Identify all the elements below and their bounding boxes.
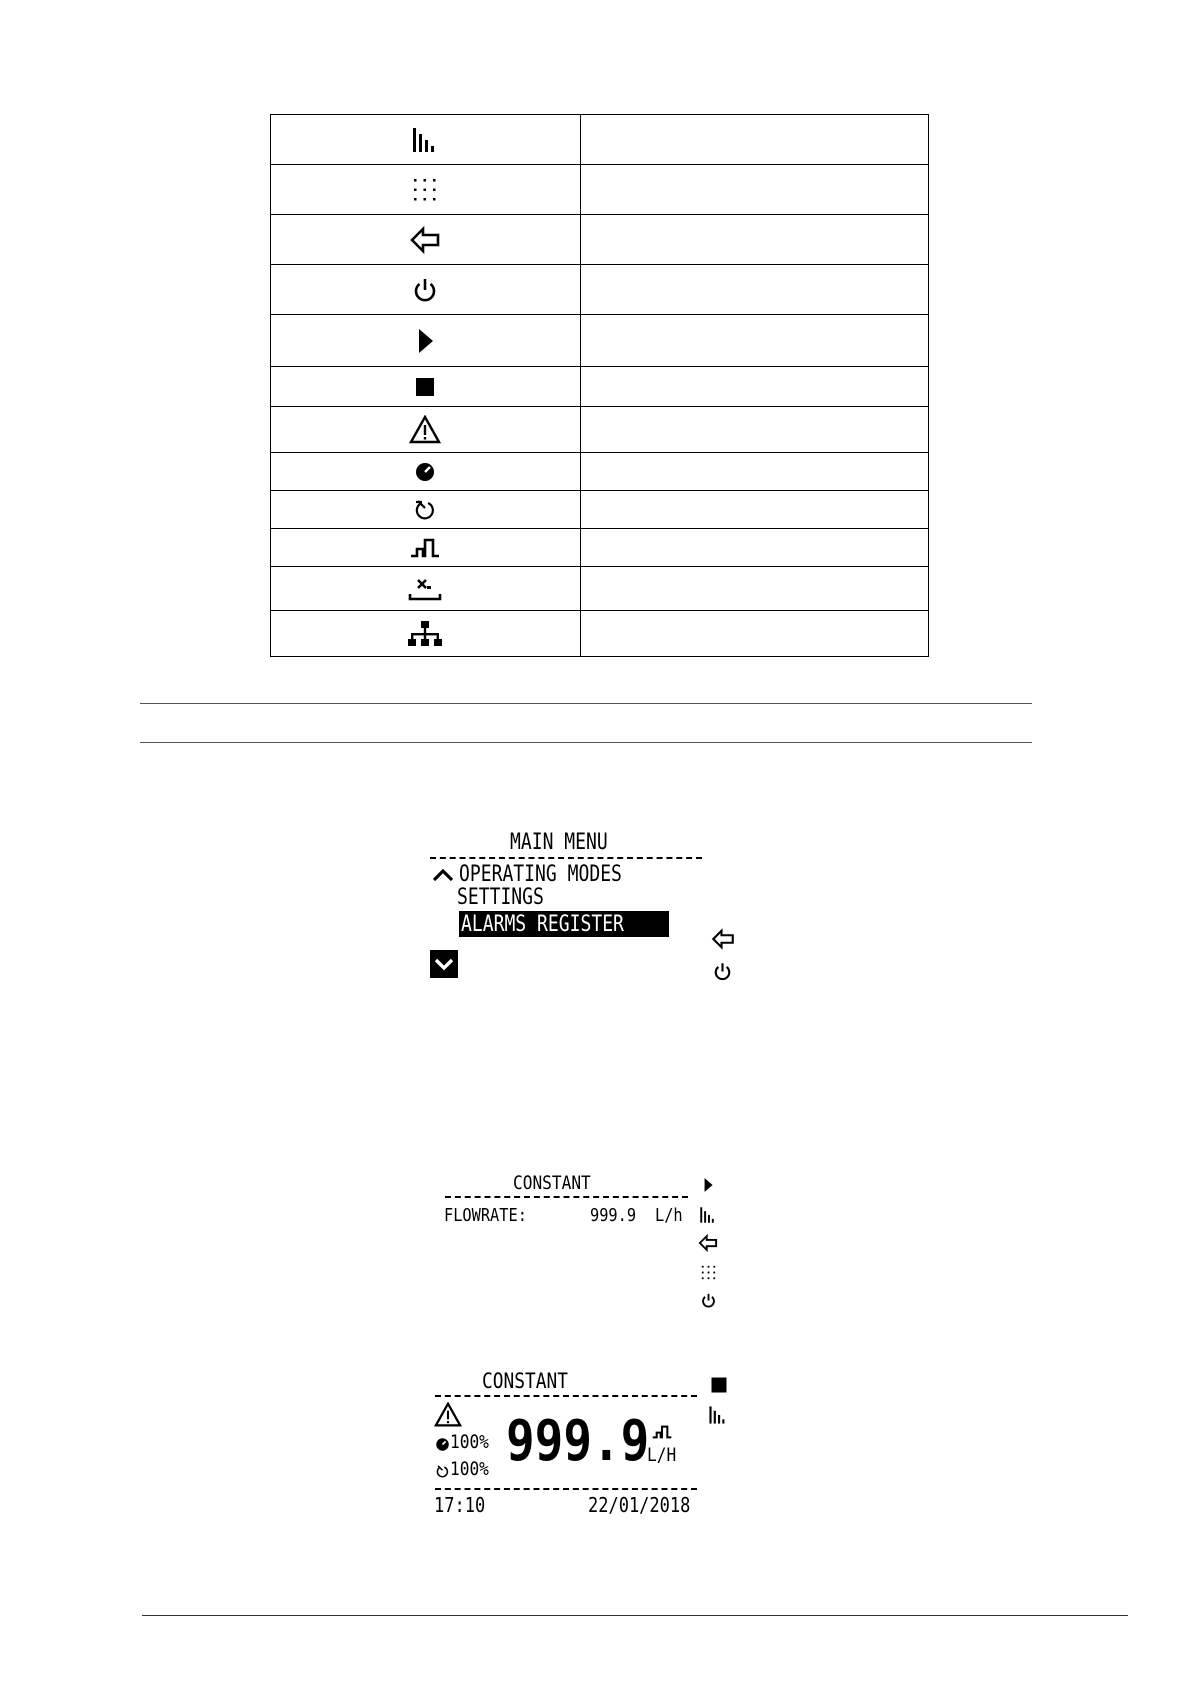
power-icon[interactable] — [712, 961, 733, 982]
keypad-dots-icon[interactable] — [700, 1264, 717, 1281]
play-icon[interactable] — [700, 1176, 716, 1194]
bar-graph-icon[interactable] — [699, 1206, 717, 1224]
menu-item-label: ALARMS REGISTER — [461, 912, 624, 937]
table-row — [271, 367, 929, 407]
flowrate-unit: L/H — [647, 1444, 677, 1466]
flowrate-value-large: 999.9 — [506, 1409, 650, 1474]
icon-description — [580, 315, 928, 367]
bar-graph-icon[interactable] — [708, 1405, 728, 1425]
warning-icon — [434, 1402, 462, 1428]
menu-item-alarms-register[interactable] — [459, 911, 669, 937]
icon-description — [580, 367, 928, 407]
section-rule-bottom — [140, 742, 1032, 743]
icon-description — [580, 611, 928, 657]
screen-title: CONSTANT — [482, 1369, 568, 1393]
icon-description — [580, 491, 928, 529]
flowrate-unit: L/h — [655, 1205, 683, 1226]
flowrate-label: FLOWRATE: — [444, 1205, 527, 1226]
screen-title: MAIN MENU — [510, 830, 608, 855]
scroll-up-icon[interactable] — [431, 867, 455, 883]
screen-title: CONSTANT — [513, 1172, 591, 1194]
power-icon[interactable] — [700, 1292, 717, 1309]
table-row — [271, 491, 929, 529]
level-gauge-icon — [413, 460, 437, 484]
stop-icon — [413, 375, 437, 399]
section-rule-top — [140, 703, 1032, 704]
network-icon — [405, 619, 445, 649]
icon-legend-table — [270, 114, 929, 657]
table-row — [271, 215, 929, 265]
page-footer-rule — [142, 1615, 1128, 1616]
table-row — [271, 407, 929, 453]
icon-description — [580, 215, 928, 265]
stop-icon[interactable] — [710, 1376, 728, 1394]
icon-description — [580, 165, 928, 215]
clock-time: 17:10 — [434, 1493, 486, 1517]
level-gauge-icon — [435, 1437, 450, 1452]
icon-description — [580, 407, 928, 453]
power-icon — [411, 276, 439, 304]
table-row — [271, 315, 929, 367]
table-row — [271, 611, 929, 657]
table-row — [271, 165, 929, 215]
scroll-down-icon[interactable] — [430, 950, 458, 978]
footer-divider — [435, 1488, 697, 1490]
title-divider — [435, 1395, 697, 1397]
stroke-percent: 100% — [450, 1458, 489, 1480]
icon-description — [580, 265, 928, 315]
menu-item-settings[interactable]: SETTINGS — [457, 885, 544, 910]
play-icon — [411, 326, 439, 356]
back-arrow-icon[interactable] — [711, 928, 735, 950]
table-row — [271, 567, 929, 611]
icon-description — [580, 529, 928, 567]
level-percent: 100% — [450, 1431, 489, 1453]
pulse-icon — [409, 536, 441, 560]
title-divider — [445, 1196, 688, 1198]
bar-graph-icon — [411, 126, 439, 154]
keypad-dots-icon — [411, 176, 439, 204]
icon-description — [580, 567, 928, 611]
flowrate-value[interactable]: 999.9 — [590, 1205, 637, 1226]
icon-description — [580, 453, 928, 491]
title-divider — [430, 857, 702, 859]
menu-item-operating-modes[interactable]: OPERATING MODES — [459, 862, 622, 887]
back-arrow-icon[interactable] — [698, 1234, 718, 1252]
stroke-reset-icon — [435, 1464, 450, 1479]
warning-icon — [409, 415, 441, 445]
table-row — [271, 265, 929, 315]
tank-level-icon — [407, 574, 443, 604]
table-row — [271, 115, 929, 165]
clock-date: 22/01/2018 — [588, 1493, 691, 1517]
icon-description — [580, 115, 928, 165]
pulse-icon — [651, 1424, 673, 1440]
stroke-reset-icon — [413, 498, 437, 522]
table-row — [271, 453, 929, 491]
table-row — [271, 529, 929, 567]
back-arrow-icon — [409, 226, 441, 254]
